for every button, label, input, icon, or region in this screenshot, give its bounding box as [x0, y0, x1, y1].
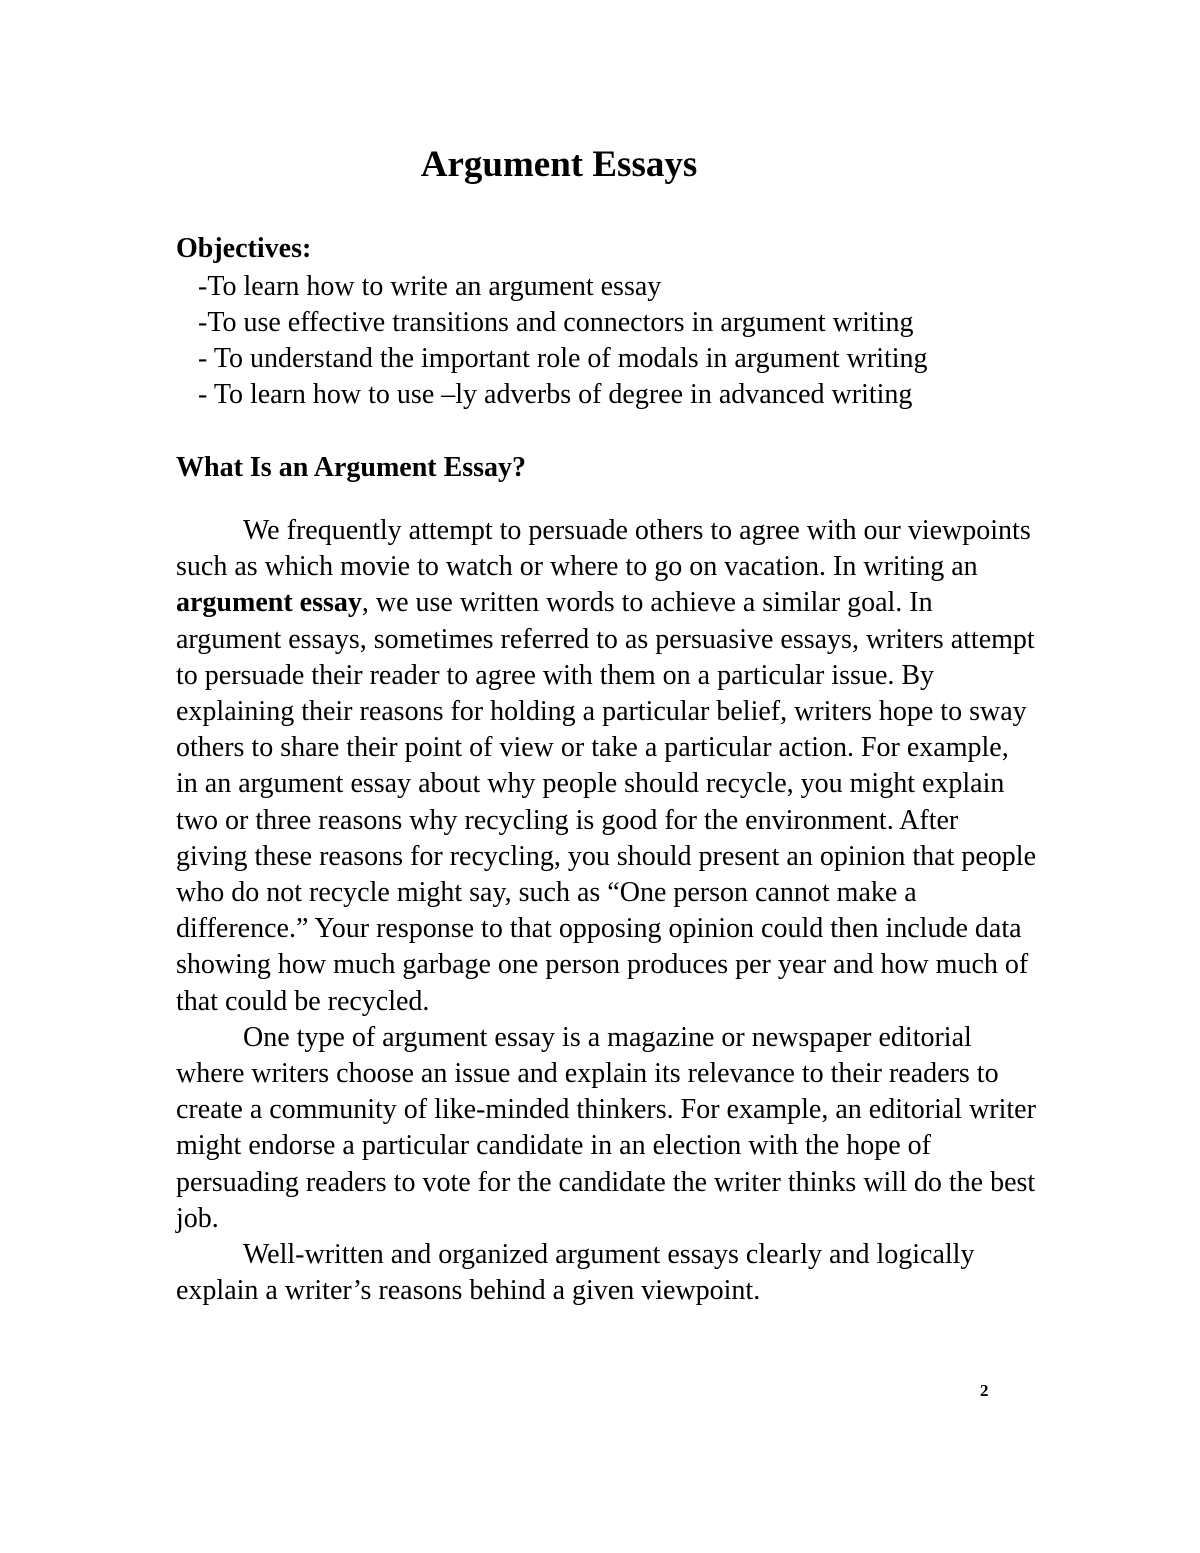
section-heading: What Is an Argument Essay? [176, 452, 527, 483]
paragraph-1 [176, 513, 1036, 1020]
page-title: Argument Essays [420, 144, 698, 185]
bold-term: argument essay [176, 587, 362, 619]
paragraph-1-rest: , we use written words to achieve a similar goal. In argument essays, sometimes referred to as persuasive essays, writers attempt to persuade their reader to agree with them on a particular issue. By explaining their reasons for holding a particular belief, writers hope to sway others to share their point of view or take a particular action. For example, in an argument essay about why people should recycle, you might explain two or three reasons why recycling is good for the environment. After giving these reasons for recycling, you should present an opinion that people who do not recycle might say, such as “One person cannot make a difference.” Your response to that opposing opinion could then include data showing how much garbage one person produces per year and how much of that could be recycled. [176, 587, 1037, 1017]
paragraph-1-intro: We frequently attempt to persuade others to agree with our viewpoints such as which movie to watch or where to go on vacation. In writing an [176, 515, 1031, 583]
objective-item: - To learn how to use –ly adverbs of degree in advanced writing [198, 379, 913, 410]
objectives-heading: Objectives: [176, 233, 312, 264]
objective-item: -To use effective transitions and connectors in argument writing [198, 307, 914, 338]
paragraph-3: Well-written and organized argument essays clearly and logically explain a writer’s reasons behind a given viewpoint. [176, 1239, 975, 1307]
objective-item: - To understand the important role of modals in argument writing [198, 343, 928, 374]
body-text [176, 513, 1036, 1309]
objectives-list [198, 269, 928, 413]
paragraph-2: One type of argument essay is a magazine or newspaper editorial where writers choose an issue and explain its relevance to their readers to create a community of like-minded thinkers. For example, an editorial writer might endorse a particular candidate in an election with the hope of persuading readers to vote for the candidate the writer thinks will do the best job. [176, 1021, 1036, 1234]
objective-item: -To learn how to write an argument essay [198, 271, 662, 302]
page-number: 2 [980, 1381, 989, 1400]
